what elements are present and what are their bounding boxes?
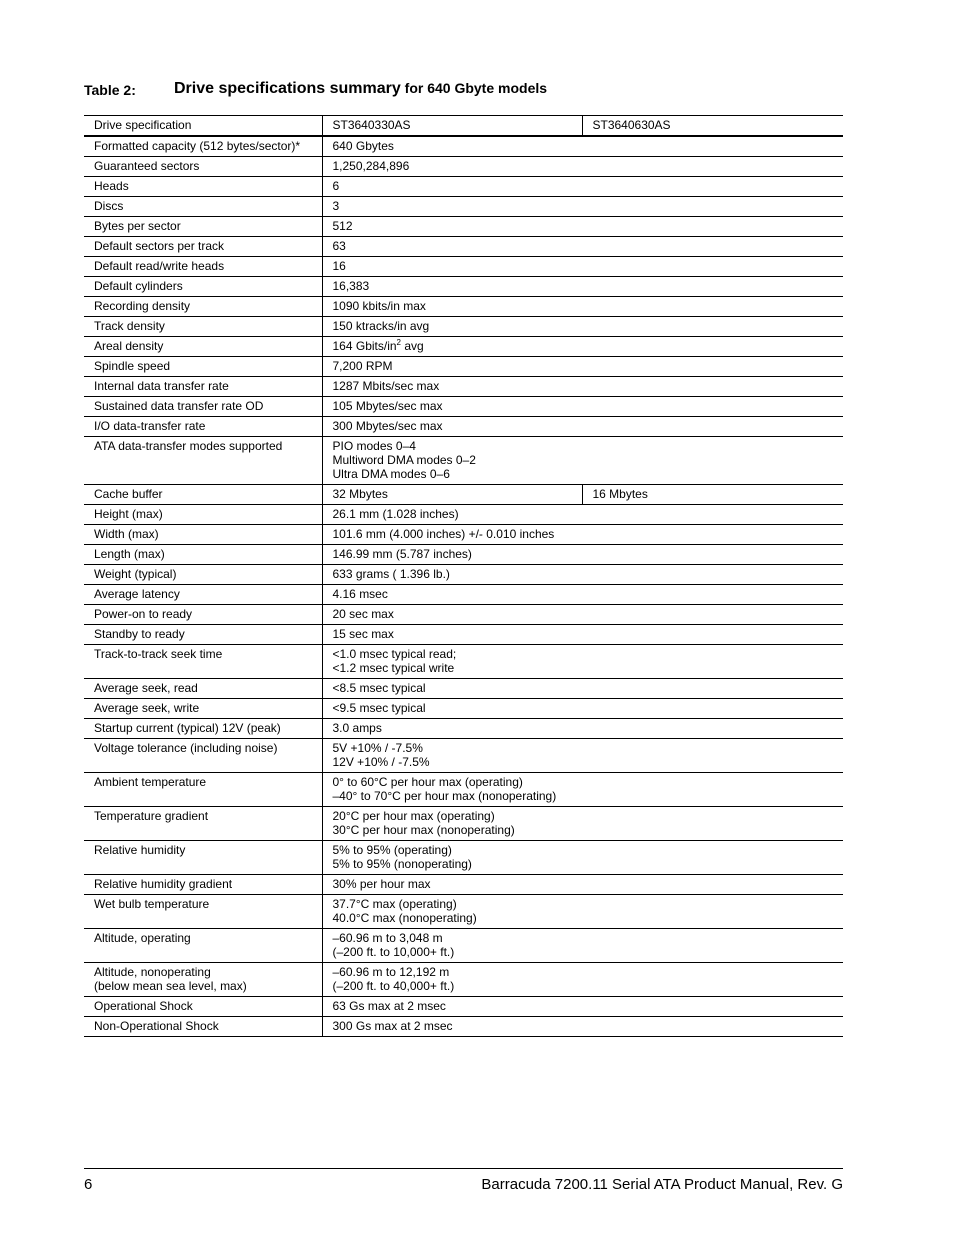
spec-value-cell: <1.0 msec typical read; <1.2 msec typical write — [322, 645, 843, 679]
spec-label-cell: Sustained data transfer rate OD — [84, 397, 322, 417]
table-row — [84, 257, 843, 277]
spec-value-cell: 640 Gbytes — [322, 136, 843, 157]
spec-value-cell: 150 ktracks/in avg — [322, 317, 843, 337]
table-row — [84, 895, 843, 929]
spec-value-cell: 63 Gs max at 2 msec — [322, 997, 843, 1017]
header-cell-model-2: ST3640630AS — [582, 116, 843, 137]
spec-value-cell: –60.96 m to 3,048 m (–200 ft. to 10,000+ ft.) — [322, 929, 843, 963]
table-row — [84, 565, 843, 585]
table-row — [84, 377, 843, 397]
table-row — [84, 237, 843, 257]
table-row — [84, 1017, 843, 1037]
table-row — [84, 136, 843, 157]
table-row — [84, 841, 843, 875]
spec-value-cell-model-1: 32 Mbytes — [322, 485, 582, 505]
spec-value-cell: 105 Mbytes/sec max — [322, 397, 843, 417]
table-caption-label: Table 2: — [84, 82, 136, 98]
table-row — [84, 773, 843, 807]
spec-value-cell: 3.0 amps — [322, 719, 843, 739]
spec-value-cell: 1287 Mbits/sec max — [322, 377, 843, 397]
spec-value-cell: 146.99 mm (5.787 inches) — [322, 545, 843, 565]
spec-value-cell: 101.6 mm (4.000 inches) +/- 0.010 inches — [322, 525, 843, 545]
table-row — [84, 317, 843, 337]
spec-value-cell: 4.16 msec — [322, 585, 843, 605]
spec-label-cell: Altitude, nonoperating (below mean sea level, max) — [84, 963, 322, 997]
spec-value-cell: 1090 kbits/in max — [322, 297, 843, 317]
spec-value-cell: 26.1 mm (1.028 inches) — [322, 505, 843, 525]
spec-value-cell: –60.96 m to 12,192 m (–200 ft. to 40,000+ ft.) — [322, 963, 843, 997]
table-row — [84, 197, 843, 217]
spec-label-cell: Non-Operational Shock — [84, 1017, 322, 1037]
spec-label-cell: Height (max) — [84, 505, 322, 525]
spec-label-cell: I/O data-transfer rate — [84, 417, 322, 437]
spec-value-text: 164 Gbits/in — [332, 339, 397, 353]
spec-label-cell: Internal data transfer rate — [84, 377, 322, 397]
table-row — [84, 699, 843, 719]
spec-label-cell: Temperature gradient — [84, 807, 322, 841]
table-row — [84, 397, 843, 417]
drive-spec-table-body — [84, 116, 843, 1037]
spec-label-cell: Wet bulb temperature — [84, 895, 322, 929]
spec-label-cell: ATA data-transfer modes supported — [84, 437, 322, 485]
spec-label-cell: Default sectors per track — [84, 237, 322, 257]
spec-value-cell: PIO modes 0–4 Multiword DMA modes 0–2 Ultra DMA modes 0–6 — [322, 437, 843, 485]
spec-value-suffix: avg — [401, 339, 424, 353]
table-row — [84, 807, 843, 841]
table-row — [84, 605, 843, 625]
page-number: 6 — [84, 1176, 93, 1193]
spec-value-cell: 7,200 RPM — [322, 357, 843, 377]
table-row — [84, 297, 843, 317]
header-cell-spec: Drive specification — [84, 116, 322, 137]
table-header-row — [84, 116, 843, 137]
footer-divider — [84, 1168, 843, 1169]
spec-label-cell: Average seek, write — [84, 699, 322, 719]
table-row — [84, 645, 843, 679]
spec-value-cell: 0° to 60°C per hour max (operating) –40° to 70°C per hour max (nonoperating) — [322, 773, 843, 807]
spec-value-cell: 63 — [322, 237, 843, 257]
spec-value-cell: 15 sec max — [322, 625, 843, 645]
spec-label-cell: Voltage tolerance (including noise) — [84, 739, 322, 773]
header-cell-model-1: ST3640330AS — [322, 116, 582, 137]
spec-label-cell: Relative humidity gradient — [84, 875, 322, 895]
spec-value-cell: 1,250,284,896 — [322, 157, 843, 177]
spec-label-cell: Ambient temperature — [84, 773, 322, 807]
spec-label-cell: Altitude, operating — [84, 929, 322, 963]
spec-value-cell: 5V +10% / -7.5% 12V +10% / -7.5% — [322, 739, 843, 773]
spec-label-cell: Default cylinders — [84, 277, 322, 297]
table-row — [84, 929, 843, 963]
spec-label-cell: Width (max) — [84, 525, 322, 545]
spec-value-cell: 5% to 95% (operating) 5% to 95% (nonoperating) — [322, 841, 843, 875]
spec-label-cell: Length (max) — [84, 545, 322, 565]
spec-label-cell: Areal density — [84, 337, 322, 357]
spec-value-cell: 633 grams ( 1.396 lb.) — [322, 565, 843, 585]
spec-label-cell: Average seek, read — [84, 679, 322, 699]
spec-label-cell: Default read/write heads — [84, 257, 322, 277]
spec-value-cell: 30% per hour max — [322, 875, 843, 895]
table-row — [84, 585, 843, 605]
table-caption-title-main: Drive specifications summary — [174, 80, 401, 97]
spec-label-cell: Average latency — [84, 585, 322, 605]
table-caption-title — [174, 80, 547, 98]
footer-doc-title: Barracuda 7200.11 Serial ATA Product Manual, Rev. G — [481, 1176, 843, 1193]
spec-value-cell: 20 sec max — [322, 605, 843, 625]
table-row — [84, 505, 843, 525]
table-row — [84, 217, 843, 237]
table-row — [84, 437, 843, 485]
table-row — [84, 875, 843, 895]
table-row — [84, 417, 843, 437]
table-row — [84, 719, 843, 739]
table-row — [84, 545, 843, 565]
table-row — [84, 157, 843, 177]
spec-label-cell: Standby to ready — [84, 625, 322, 645]
table-row — [84, 277, 843, 297]
spec-value-cell: <8.5 msec typical — [322, 679, 843, 699]
table-row — [84, 625, 843, 645]
spec-value-cell: 16 — [322, 257, 843, 277]
spec-value-cell: 20°C per hour max (operating) 30°C per hour max (nonoperating) — [322, 807, 843, 841]
table-row — [84, 485, 843, 505]
spec-label-cell: Bytes per sector — [84, 217, 322, 237]
table-row — [84, 963, 843, 997]
drive-spec-table — [84, 115, 843, 1037]
spec-label-cell: Guaranteed sectors — [84, 157, 322, 177]
spec-label-cell: Recording density — [84, 297, 322, 317]
spec-value-cell: <9.5 msec typical — [322, 699, 843, 719]
spec-label-cell: Track density — [84, 317, 322, 337]
spec-label-cell: Discs — [84, 197, 322, 217]
spec-value-cell: 3 — [322, 197, 843, 217]
spec-value-cell: 300 Mbytes/sec max — [322, 417, 843, 437]
spec-value-cell: 37.7°C max (operating) 40.0°C max (nonoperating) — [322, 895, 843, 929]
table-caption-title-sub: for 640 Gbyte models — [400, 80, 548, 96]
spec-label-cell: Spindle speed — [84, 357, 322, 377]
table-row — [84, 357, 843, 377]
spec-value-cell — [322, 337, 843, 357]
spec-label-cell: Startup current (typical) 12V (peak) — [84, 719, 322, 739]
spec-value-cell: 16,383 — [322, 277, 843, 297]
spec-value-cell-model-2: 16 Mbytes — [582, 485, 843, 505]
spec-label-cell: Operational Shock — [84, 997, 322, 1017]
table-row — [84, 525, 843, 545]
spec-label-cell: Heads — [84, 177, 322, 197]
spec-label-cell: Cache buffer — [84, 485, 322, 505]
spec-label-cell: Relative humidity — [84, 841, 322, 875]
table-row — [84, 337, 843, 357]
table-row — [84, 997, 843, 1017]
table-row — [84, 177, 843, 197]
table-row — [84, 679, 843, 699]
table-row — [84, 739, 843, 773]
spec-value-cell: 512 — [322, 217, 843, 237]
spec-label-cell: Power-on to ready — [84, 605, 322, 625]
spec-value-exponent: 2 — [396, 338, 401, 347]
spec-value-cell: 6 — [322, 177, 843, 197]
table-caption — [84, 78, 844, 102]
spec-label-cell: Weight (typical) — [84, 565, 322, 585]
spec-label-cell: Formatted capacity (512 bytes/sector)* — [84, 136, 322, 157]
spec-label-cell: Track-to-track seek time — [84, 645, 322, 679]
spec-value-cell: 300 Gs max at 2 msec — [322, 1017, 843, 1037]
